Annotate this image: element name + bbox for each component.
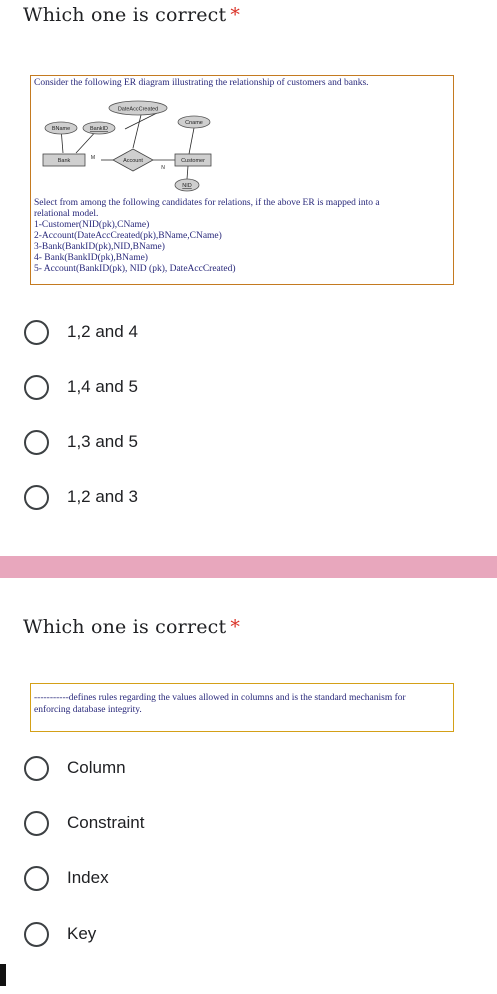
q2-option-3[interactable] bbox=[24, 865, 109, 891]
er-card-m: M bbox=[90, 155, 96, 161]
er-attr-date-label: DateAccCreated bbox=[117, 106, 159, 113]
image-prompt-line-2: relational model. bbox=[34, 209, 99, 219]
q2-option-2[interactable] bbox=[24, 810, 144, 836]
radio-button-icon[interactable] bbox=[24, 922, 49, 947]
section-divider bbox=[0, 556, 497, 578]
radio-button-icon[interactable] bbox=[24, 811, 49, 836]
er-line-date-account bbox=[133, 115, 141, 148]
radio-button-icon[interactable] bbox=[24, 756, 49, 781]
er-diagram bbox=[31, 93, 451, 203]
radio-button-icon[interactable] bbox=[24, 320, 49, 345]
er-attr-nid-label: NID bbox=[182, 183, 192, 189]
required-asterisk: * bbox=[230, 616, 241, 638]
radio-button-icon[interactable] bbox=[24, 866, 49, 891]
q1-option-2-label: 1,4 and 5 bbox=[67, 377, 138, 396]
er-line-cname-customer bbox=[189, 128, 194, 154]
question-1-title-text: Which one is correct bbox=[23, 4, 227, 26]
candidate-line-3: 3-Bank(BankID(pk),NID,BName) bbox=[34, 242, 165, 252]
candidate-line-2: 2-Account(DateAccCreated(pk),BName,CName) bbox=[34, 231, 222, 241]
q2-option-1-label: Column bbox=[67, 758, 126, 777]
screen-edge-marker bbox=[0, 964, 6, 986]
question-2-title-text: Which one is correct bbox=[23, 616, 227, 638]
q2-option-2-label: Constraint bbox=[67, 813, 145, 832]
er-entity-customer-label: Customer bbox=[181, 158, 205, 164]
q1-option-4-label: 1,2 and 3 bbox=[67, 487, 138, 506]
q1-option-1-label: 1,2 and 4 bbox=[67, 322, 138, 341]
er-card-n: N bbox=[161, 165, 165, 171]
image-header-text: Consider the following ER diagram illustrating the relationship of customers and banks. bbox=[34, 78, 369, 88]
radio-button-icon[interactable] bbox=[24, 430, 49, 455]
question-1-image bbox=[30, 75, 454, 285]
er-relationship-account-label: Account bbox=[123, 158, 143, 164]
radio-button-icon[interactable] bbox=[24, 485, 49, 510]
candidate-line-1: 1-Customer(NID(pk),CName) bbox=[34, 220, 150, 230]
q2-option-4[interactable] bbox=[24, 921, 96, 947]
radio-button-icon[interactable] bbox=[24, 375, 49, 400]
required-asterisk: * bbox=[230, 4, 241, 26]
q1-option-3[interactable] bbox=[24, 429, 138, 455]
q1-option-2[interactable] bbox=[24, 374, 138, 400]
q2-option-4-label: Key bbox=[67, 924, 97, 943]
q2-image-line-1: -----------defines rules regarding the values allowed in columns and is the standard mechanism for bbox=[34, 693, 406, 703]
er-attr-cname-label: Cname bbox=[185, 120, 203, 126]
er-entity-bank-label: Bank bbox=[57, 158, 71, 164]
q1-option-4[interactable] bbox=[24, 484, 138, 510]
question-1-title bbox=[23, 4, 240, 26]
q2-option-3-label: Index bbox=[67, 868, 109, 887]
question-2-title bbox=[23, 616, 240, 638]
er-attr-bankid-label: BankID bbox=[89, 126, 109, 132]
q1-option-1[interactable] bbox=[24, 319, 138, 345]
q2-option-1[interactable] bbox=[24, 755, 126, 781]
er-attr-bname-label: BName bbox=[51, 126, 71, 132]
q2-image-line-2: enforcing database integrity. bbox=[34, 705, 142, 715]
candidate-line-5: 5- Account(BankID(pk), NID (pk), DateAccCreated) bbox=[34, 264, 236, 274]
question-2-image bbox=[30, 683, 454, 732]
image-prompt-line-1: Select from among the following candidates for relations, if the above ER is mapped into a bbox=[34, 198, 380, 208]
er-line-customer-nid bbox=[187, 166, 188, 179]
q1-option-3-label: 1,3 and 5 bbox=[67, 432, 138, 451]
candidate-line-4: 4- Bank(BankID(pk),BName) bbox=[34, 253, 148, 263]
